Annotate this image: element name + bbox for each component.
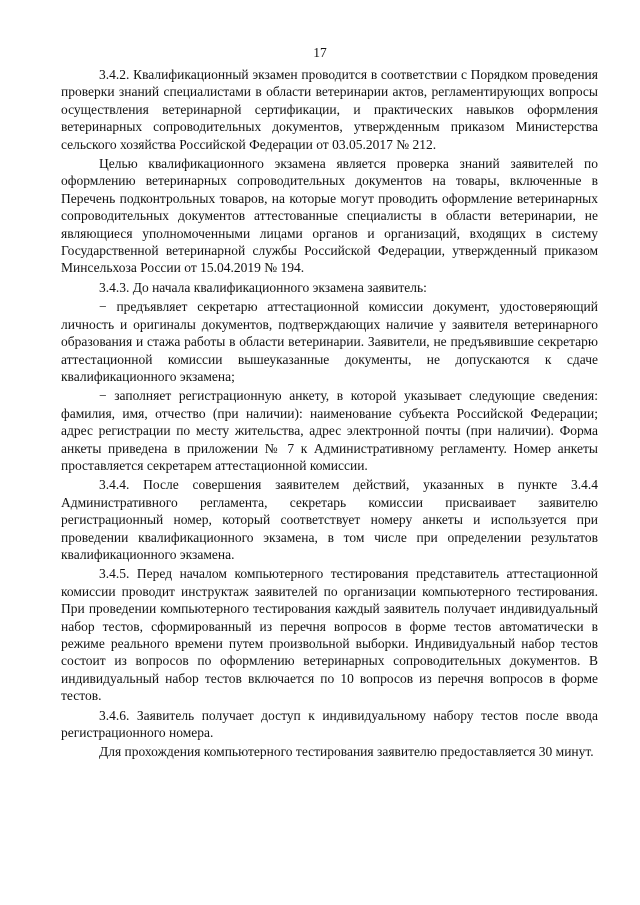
paragraph-3-4-4: 3.4.4. После совершения заявителем действий, указанных в пункте 3.4.4 Административного регламента, секретарь комиссии присваивает заявителю регистрационный номер, который соответствует номеру анкеты и используется при проведении квалификационного экзамена, в том числе при определении результатов квалификационного экзамена. (61, 477, 598, 562)
paragraph-3-4-6: 3.4.6. Заявитель получает доступ к индивидуальному набору тестов после ввода регистрационного номера. (61, 707, 598, 741)
paragraph-3-4-5: 3.4.5. Перед началом компьютерного тестирования представитель аттестационной комиссии проводит инструктаж заявителей по организации компьютерного тестирования. При проведении компьютерного тестирования каждый заявитель получает индивидуальный набор тестов, сформированный из перечня вопросов в форме тестов автоматически в режиме реального времени путем произвольной выборки. Индивидуальный набор тестов состоит из вопросов по оформлению ветеринарных сопроводительных документов. В индивидуальный набор тестов включается по 10 вопросов из перечня вопросов в форме тестов. (61, 566, 598, 704)
list-item-fill-form: − заполняет регистрационную анкету, в которой указывает следующие сведения: фамилия, имя, отчество (при наличии): наименование субъекта Российской Федерации; адрес регистрации по месту жительства, адрес электронной почты (при наличии). Форма анкеты приведена в приложении № 7 к Административному регламенту. Номер анкеты проставляется секретарем аттестационной комиссии. (61, 388, 598, 473)
page-number: 17 (313, 45, 327, 60)
paragraph-3-4-2: 3.4.2. Квалификационный экзамен проводится в соответствии с Порядком проведения проверки знаний специалистами в области ветеринарии актов, регламентирующих вопросы осуществления ветеринарной сертификации, и практических навыков оформления ветеринарных сопроводительных документов, утвержденным приказом Министерства сельского хозяйства Российской Федерации от 03.05.2017 № 212. (61, 67, 598, 152)
document-body (61, 66, 598, 763)
paragraph-3-4-3: 3.4.3. До начала квалификационного экзамена заявитель: (99, 279, 427, 295)
list-item-present-documents: − предъявляет секретарю аттестационной комиссии документ, удостоверяющий личность и оригиналы документов, подтверждающих наличие у заявителя ветеринарного образования и стажа работы в области ветеринарии. Заявители, не предъявившие секретарю аттестационной комиссии вышеуказанные документы, не допускаются к сдаче квалификационного экзамена; (61, 299, 598, 384)
paragraph-exam-purpose: Целью квалификационного экзамена является проверка знаний заявителей по оформлению ветеринарных сопроводительных документов на товары, включенные в Перечень подконтрольных товаров, на которые могут проводить оформление ветеринарных сопроводительных документов аттестованные специалисты в области ветеринарии, не являющиеся уполномоченными лицами органов и организаций, входящих в систему Государственной ветеринарной службы Российской Федерации, утвержденный приказом Минсельхоза России от 15.04.2019 № 194. (61, 156, 598, 276)
paragraph-test-duration: Для прохождения компьютерного тестирования заявителю предоставляется 30 минут. (99, 744, 594, 760)
